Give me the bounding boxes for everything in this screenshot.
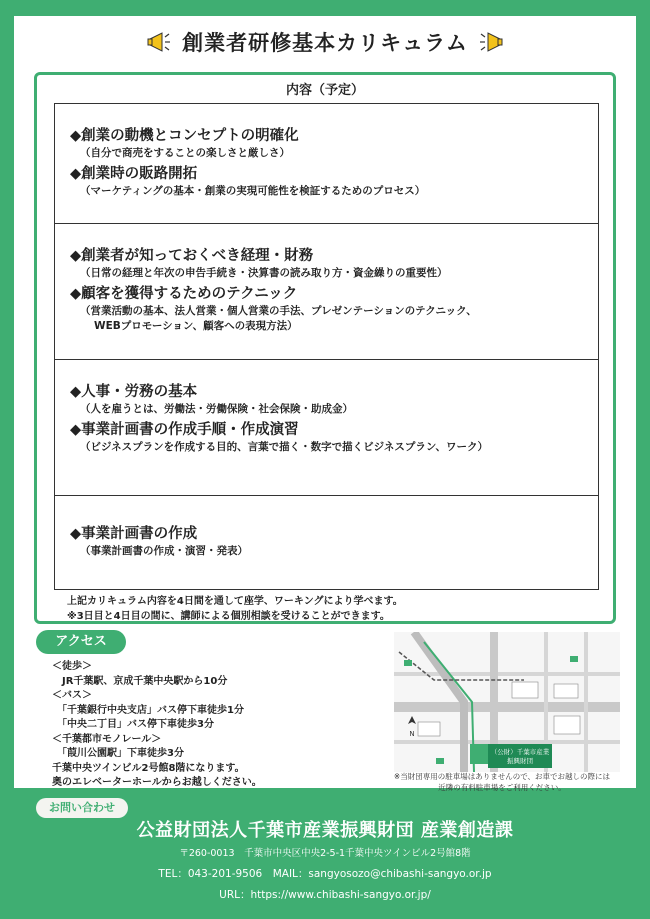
access-line: 千葉中央ツインビル2号館8階になります。 [52, 762, 245, 774]
curriculum-note: 上記カリキュラム内容を4日間を通して座学、ワーキングにより学べます。 [67, 596, 403, 607]
map-label: 振興財団 [507, 757, 533, 765]
access-line: 「千葉銀行中央支店」バス停下車徒歩1分 [52, 704, 244, 716]
curriculum-row-4 [55, 496, 598, 589]
access-map [394, 632, 620, 772]
curriculum-note: ※3日目と4日目の間に、講師による個別相談を受けることができます。 [67, 611, 390, 622]
item-title: ◆人事・労務の基本 [70, 384, 198, 400]
item-desc: （営業活動の基本、法人営業・個人営業の手法、プレゼンテーションのテクニック、 [80, 305, 477, 317]
curriculum-frame [34, 72, 616, 624]
map-note-line: ※当財団専用の駐車場はありませんので、お車でお越しの際には [393, 772, 611, 781]
access-badge: アクセス [36, 630, 126, 654]
access-line: ＜徒歩＞ [52, 661, 92, 672]
item-title: ◆顧客を獲得するためのテクニック [70, 286, 298, 302]
item-desc: （ビジネスプランを作成する目的、言葉で描く・数字で描くビジネスプラン、ワーク） [80, 441, 489, 453]
curriculum-row-3 [55, 360, 598, 496]
map-label: （公財）千葉市産業 [490, 748, 550, 756]
item-desc: （自分で商売をすることの楽しさと厳しさ） [80, 147, 290, 159]
access-line: 「葭川公園駅」下車徒歩3分 [52, 748, 184, 759]
map-note [372, 772, 632, 793]
tel-mail: TEL：043-201-9506 MAIL：sangyosozo@chibashi-sangyo.or.jp [158, 868, 492, 880]
contact-badge: お問い合わせ [36, 798, 128, 818]
flyer-page [14, 16, 636, 792]
item-desc: （人を雇うとは、労働法・労働保険・社会保険・助成金） [80, 403, 353, 415]
address: 〒260-0013 千葉市中央区中央2-5-1千葉中央ツインビル2号館8階 [179, 848, 471, 859]
item-desc: （事業計画書の作成・演習・発表） [80, 545, 248, 557]
title-row [14, 22, 636, 62]
megaphone-icon-left [146, 29, 172, 55]
item-title: ◆事業計画書の作成手順・作成演習 [70, 422, 299, 438]
access-line: 奥のエレベーターホールからお越しください。 [52, 777, 262, 788]
page-title: 創業者研修基本カリキュラム [182, 31, 468, 55]
access-directions [52, 660, 262, 791]
item-title: ◆創業者が知っておくべき経理・財務 [70, 248, 314, 264]
access-line: 「中央二丁目」バス停下車徒歩3分 [52, 719, 214, 730]
north-label: N [409, 730, 415, 738]
megaphone-icon-right [478, 29, 504, 55]
item-title: ◆事業計画書の作成 [70, 526, 198, 542]
access-line: JR千葉駅、京成千葉中央駅から10分 [52, 675, 228, 687]
access-line: ＜千葉都市モノレール＞ [52, 733, 162, 745]
curriculum-row-2 [55, 224, 598, 360]
item-desc: WEBプロモーション、顧客への表現方法） [94, 320, 298, 332]
access-line: ＜バス＞ [52, 690, 92, 701]
curriculum-row-1 [55, 104, 598, 224]
organization-name: 公益財団法人千葉市産業振興財団 産業創造課 [136, 820, 514, 841]
map-note-line: 近隣の有料駐車場をご利用ください。 [438, 782, 566, 792]
item-title: ◆創業時の販路開拓 [70, 166, 198, 182]
website-url[interactable]: URL：https://www.chibashi-sangyo.or.jp/ [219, 889, 431, 901]
item-desc: （日常の経理と年次の申告手続き・決算書の読み取り方・資金繰りの重要性） [80, 267, 448, 279]
curriculum-table [54, 103, 599, 590]
curriculum-heading: 内容（予定） [285, 83, 364, 98]
item-title: ◆創業の動機とコンセプトの明確化 [70, 128, 299, 144]
item-desc: （マーケティングの基本・創業の実現可能性を検証するためのプロセス） [80, 185, 426, 197]
